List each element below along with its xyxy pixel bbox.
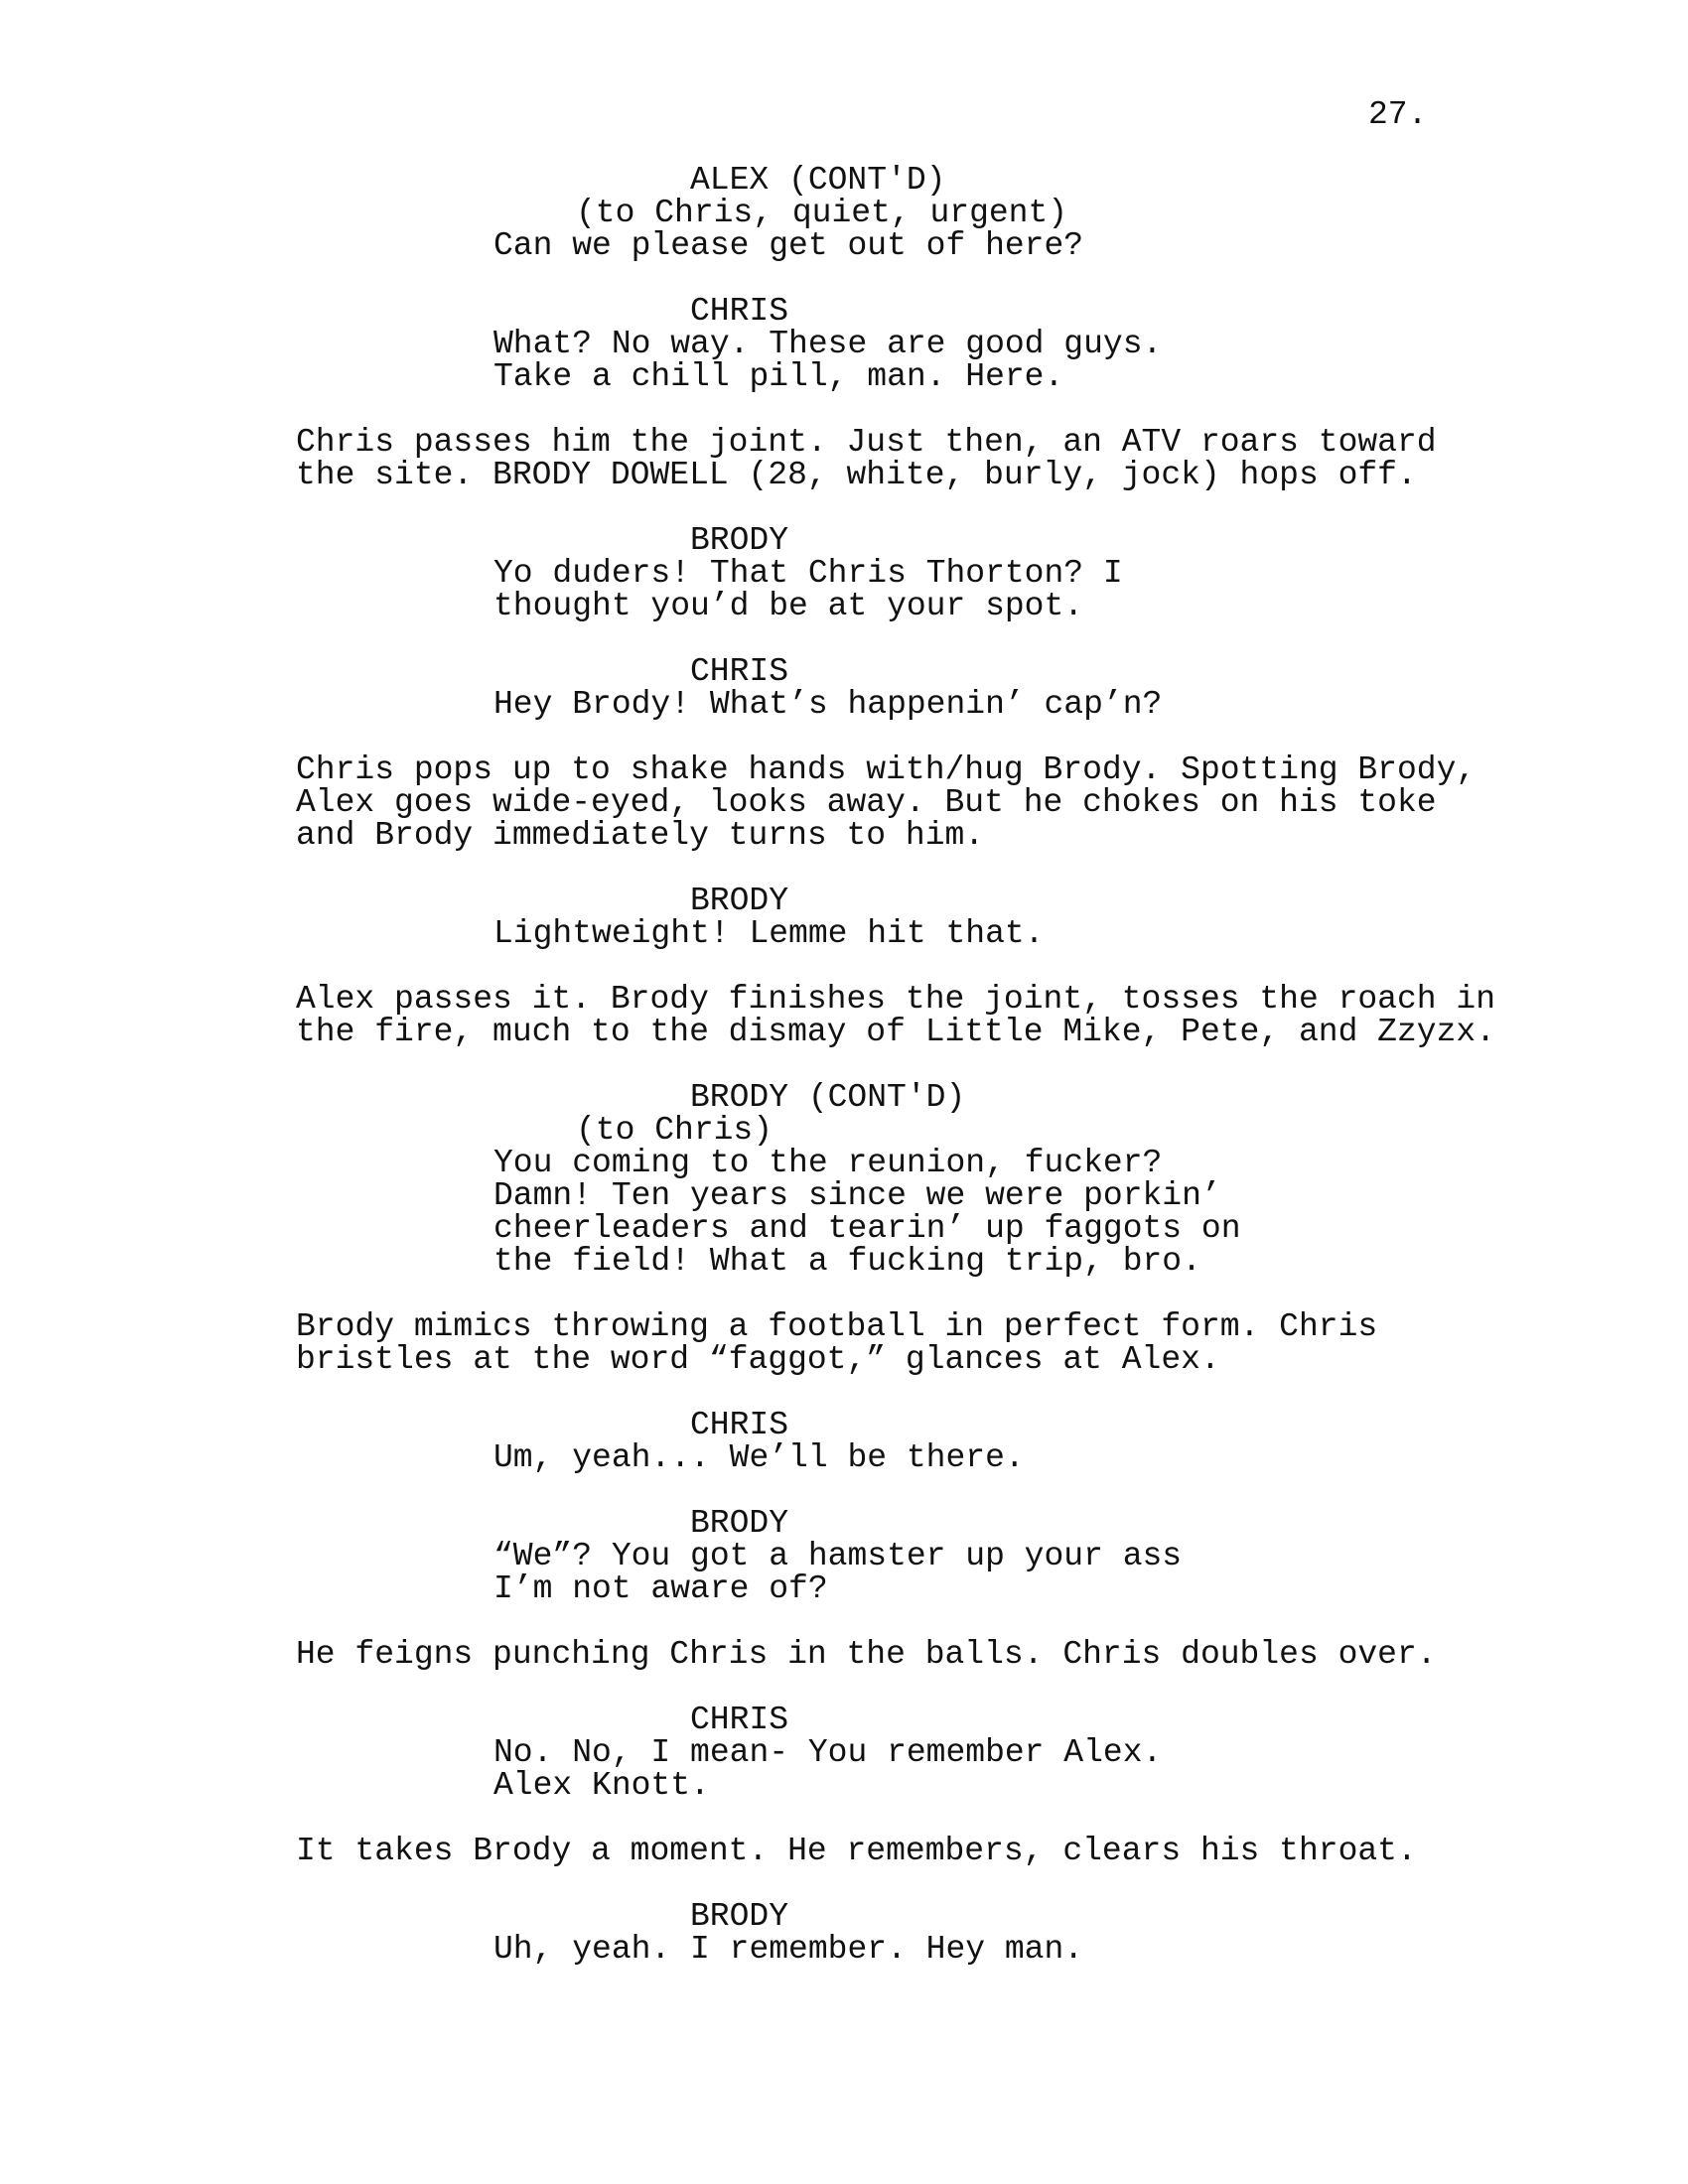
action-line: and Brody immediately turns to him. <box>296 817 985 854</box>
action-line: the fire, much to the dismay of Little Mike, Pete, and Zzyzx. <box>296 1014 1495 1050</box>
action-line: Alex goes wide-eyed, looks away. But he chokes on his toke <box>296 784 1437 821</box>
action-block <box>0 983 1688 1048</box>
action-line: It takes Brody a moment. He remembers, clears his throat. <box>296 1833 1417 1869</box>
character-name: BRODY <box>690 1898 789 1935</box>
dialogue-block <box>0 885 1688 950</box>
dialogue-block <box>0 1900 1688 1966</box>
dialogue-block <box>0 1507 1688 1605</box>
dialogue-line: No. No, I mean- You remember Alex. <box>493 1734 1163 1771</box>
dialogue-block <box>0 1409 1688 1474</box>
dialogue-block <box>0 655 1688 721</box>
dialogue-line: What? No way. These are good guys. <box>493 326 1163 362</box>
action-block <box>0 753 1688 852</box>
dialogue-line: cheerleaders and tearin’ up faggots on <box>493 1210 1241 1247</box>
character-name: BRODY (CONT'D) <box>690 1079 966 1116</box>
dialogue-block <box>0 1704 1688 1802</box>
dialogue-line: I’m not aware of? <box>493 1570 828 1607</box>
dialogue-line: the field! What a fucking trip, bro. <box>493 1243 1201 1280</box>
character-name: CHRIS <box>690 653 789 690</box>
dialogue-line: You coming to the reunion, fucker? <box>493 1145 1163 1181</box>
dialogue-line: Um, yeah... We’ll be there. <box>493 1439 1025 1476</box>
script-body <box>0 164 1688 1998</box>
dialogue-block <box>0 524 1688 622</box>
action-line: the site. BRODY DOWELL (28, white, burly, jock) hops off. <box>296 457 1417 493</box>
action-line: bristles at the word “faggot,” glances at Alex. <box>296 1341 1220 1378</box>
dialogue-block <box>0 1081 1688 1278</box>
dialogue-line: Alex Knott. <box>493 1767 710 1804</box>
action-line: Alex passes it. Brody finishes the joint, tosses the roach in <box>296 981 1495 1018</box>
dialogue-line: Damn! Ten years since we were porkin’ <box>493 1177 1221 1214</box>
dialogue-line: Lightweight! Lemme hit that. <box>493 915 1045 952</box>
character-name: ALEX (CONT'D) <box>690 162 946 199</box>
action-block <box>0 1310 1688 1376</box>
character-name: BRODY <box>690 1505 789 1542</box>
dialogue-block <box>0 295 1688 393</box>
dialogue-line: thought you’d be at your spot. <box>493 588 1084 624</box>
dialogue-line: Hey Brody! What’s happenin’ cap’n? <box>493 686 1163 723</box>
character-name: CHRIS <box>690 293 789 330</box>
dialogue-line: Can we please get out of here? <box>493 227 1084 264</box>
action-block <box>0 1835 1688 1867</box>
dialogue-line: “We”? You got a hamster up your ass <box>493 1538 1183 1574</box>
character-name: BRODY <box>690 883 789 919</box>
action-block <box>0 426 1688 491</box>
action-line: Chris pops up to shake hands with/hug Brody. Spotting Brody, <box>296 751 1477 788</box>
page-number: 27. <box>1368 96 1428 133</box>
action-line: Brody mimics throwing a football in perfect form. Chris <box>296 1308 1378 1345</box>
parenthetical: (to Chris) <box>576 1112 774 1149</box>
character-name: CHRIS <box>690 1702 789 1738</box>
dialogue-block <box>0 164 1688 262</box>
action-block <box>0 1638 1688 1671</box>
action-line: He feigns punching Chris in the balls. Chris doubles over. <box>296 1636 1437 1673</box>
dialogue-line: Take a chill pill, man. Here. <box>493 358 1064 395</box>
parenthetical: (to Chris, quiet, urgent) <box>576 195 1068 231</box>
dialogue-line: Yo duders! That Chris Thorton? I <box>493 555 1123 592</box>
dialogue-line: Uh, yeah. I remember. Hey man. <box>493 1931 1084 1968</box>
character-name: CHRIS <box>690 1407 789 1443</box>
action-line: Chris passes him the joint. Just then, an ATV roars toward <box>296 424 1437 461</box>
character-name: BRODY <box>690 522 789 559</box>
